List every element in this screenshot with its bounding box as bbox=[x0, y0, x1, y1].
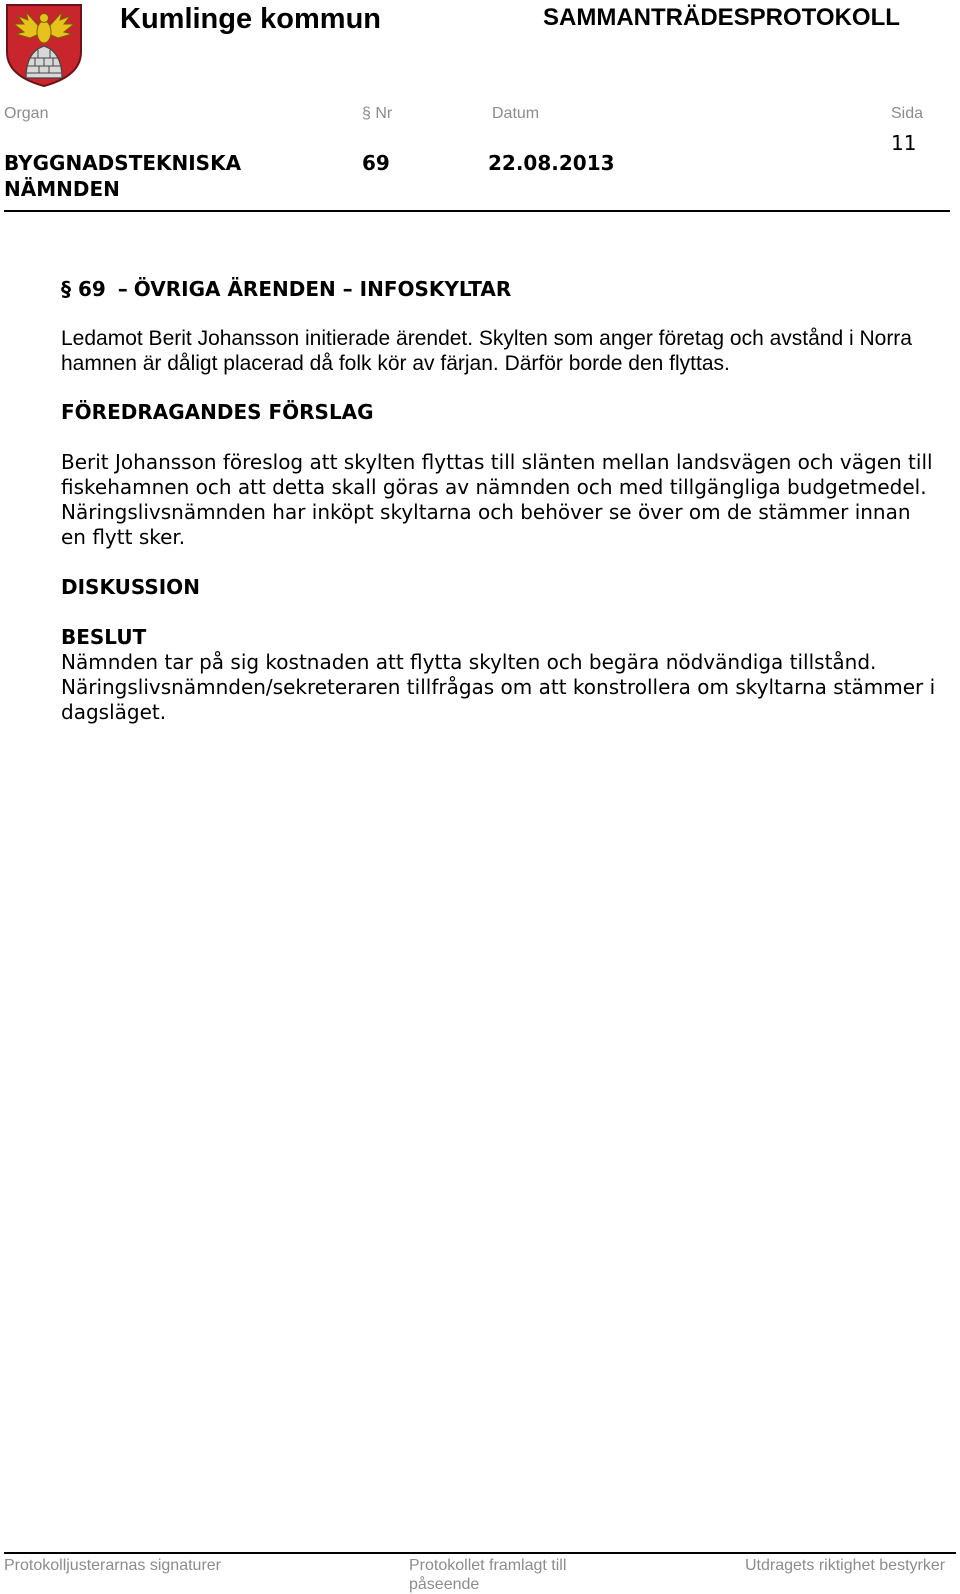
footer-shown: Protokollet framlagt till påseende bbox=[409, 1557, 567, 1593]
municipality-name: Kumlinge kommun bbox=[120, 3, 382, 35]
municipality-coat-of-arms bbox=[4, 2, 84, 88]
section-title-dash: – bbox=[117, 277, 128, 301]
organ-value bbox=[4, 150, 241, 202]
document-body bbox=[61, 276, 941, 725]
organ-value-line1: BYGGNADSTEKNISKA bbox=[4, 151, 242, 175]
organ-value-line2: NÄMNDEN bbox=[4, 177, 120, 201]
document-type: SAMMANTRÄDESPROTOKOLL bbox=[543, 4, 900, 31]
date-value: 22.08.2013 bbox=[488, 151, 615, 175]
section-title-text: ÖVRIGA ÄRENDEN – INFOSKYLTAR bbox=[133, 277, 512, 301]
proposal-paragraph: Berit Johansson föreslog att skylten flyttas till slänten mellan landsvägen och vägen till fiskehamnen och att detta skall göras av nämnden och med tillgängliga budgetmedel. Näringslivsnämnden har inköpt skyltarna och behöver se över om de stämmer innan en flytt sker. bbox=[61, 450, 933, 549]
footer-certified: Utdragets riktighet bestyrker bbox=[745, 1557, 946, 1574]
page-number-value: 11 bbox=[891, 131, 917, 155]
decision-heading: BESLUT bbox=[61, 625, 147, 649]
section-title-number: § 69 bbox=[61, 277, 106, 301]
footer-divider bbox=[4, 1552, 956, 1554]
section-title bbox=[61, 276, 941, 302]
section-number-value: 69 bbox=[362, 151, 390, 175]
footer-signatures: Protokolljusterarnas signaturer bbox=[4, 1557, 221, 1574]
page-label: Sida bbox=[891, 105, 924, 122]
section-number-label: § Nr bbox=[362, 105, 393, 122]
discussion-heading: DISKUSSION bbox=[61, 575, 200, 599]
date-label: Datum bbox=[492, 105, 540, 122]
intro-paragraph: Ledamot Berit Johansson initierade ärendet. Skylten som anger företag och avstånd i Norra hamnen är dåligt placerad då folk kör av färjan. Därför borde den flyttas. bbox=[61, 327, 912, 375]
header-divider bbox=[4, 210, 950, 212]
proposal-heading: FÖREDRAGANDES FÖRSLAG bbox=[61, 400, 374, 424]
organ-label: Organ bbox=[4, 105, 49, 122]
decision-paragraph: Nämnden tar på sig kostnaden att flytta skylten och begära nödvändiga tillstånd. Näringslivsnämnden/sekreteraren tillfrågas om att konstrollera om skyltarna stämmer i dagsläget. bbox=[61, 650, 936, 724]
